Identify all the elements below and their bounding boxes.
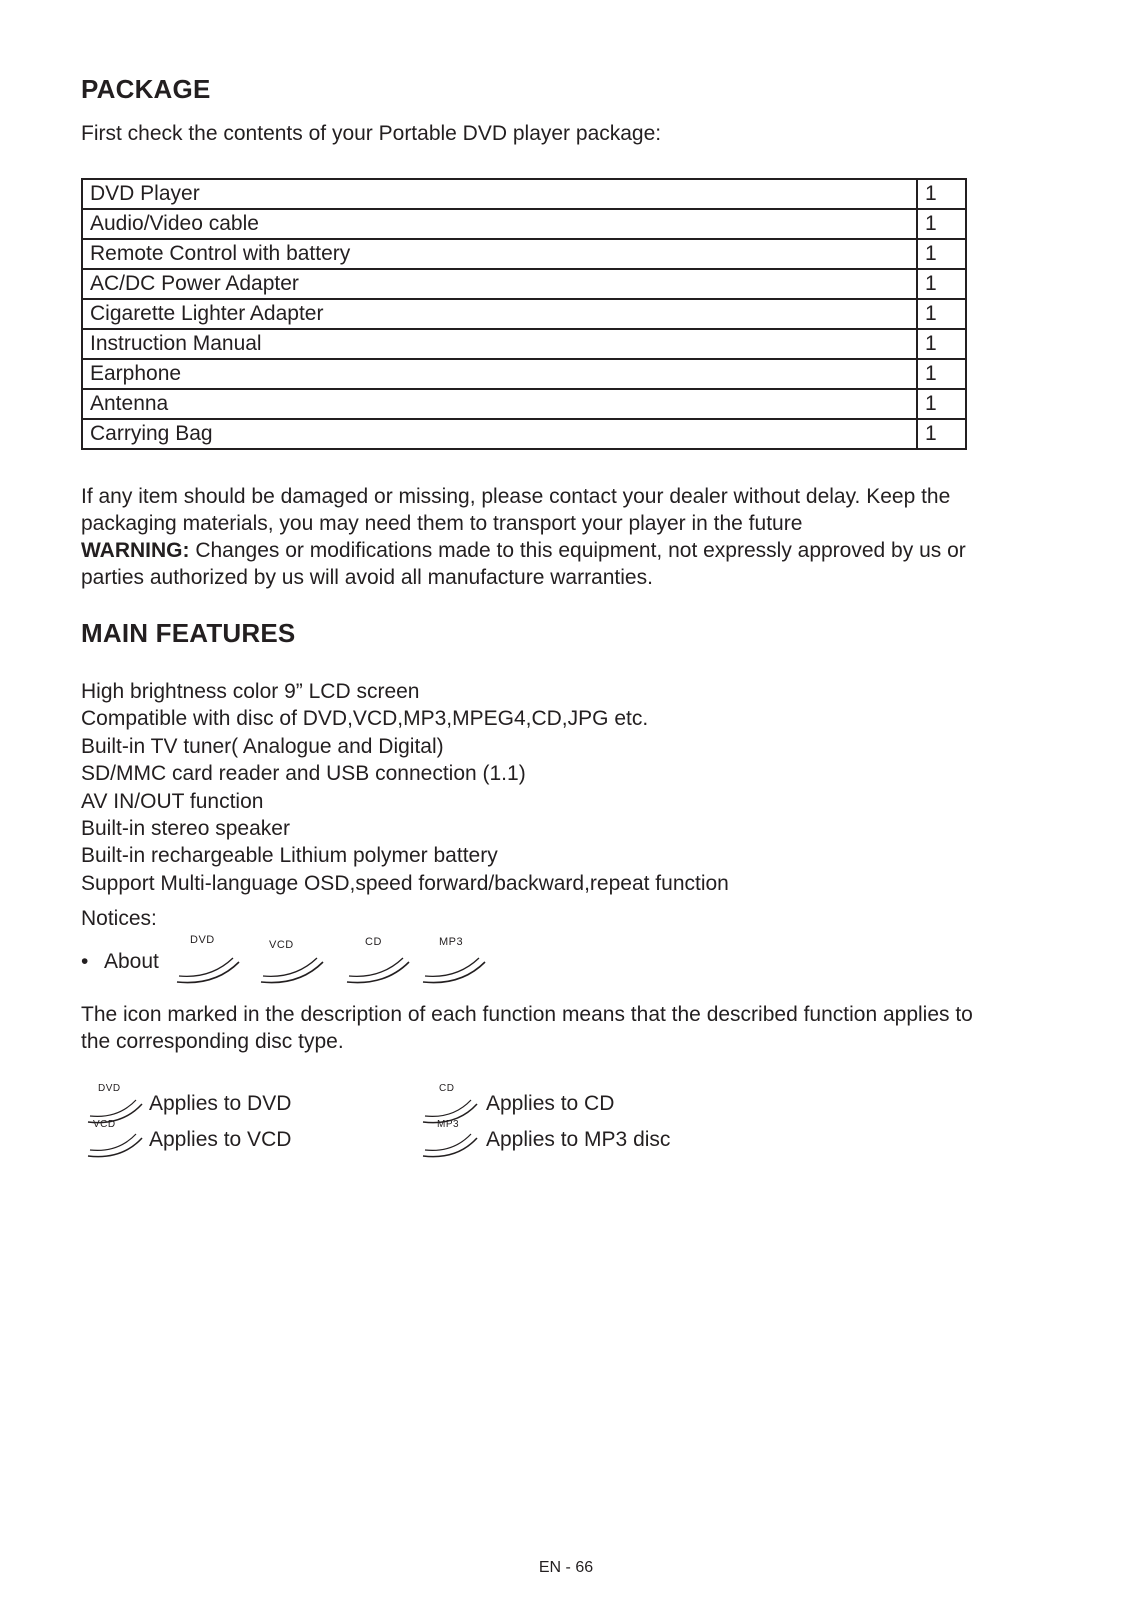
item-name: Remote Control with battery	[82, 239, 917, 269]
page-number: EN - 66	[538, 1559, 594, 1576]
table-row	[82, 329, 966, 359]
warning-label: WARNING:	[81, 539, 190, 562]
item-quantity: 1	[917, 179, 966, 209]
feature-item: High brightness color 9” LCD screen	[81, 680, 420, 703]
table-row	[82, 239, 966, 269]
feature-item: SD/MMC card reader and USB connection (1.1)	[81, 762, 526, 786]
mp3-disc-icon	[421, 936, 491, 986]
legend-vcd-label: VCD	[93, 1119, 116, 1130]
feature-item: AV IN/OUT function	[81, 789, 264, 813]
item-quantity: 1	[917, 389, 966, 419]
feature-item: Support Multi-language OSD,speed forward/backward,repeat function	[81, 871, 729, 895]
legend-mp3-icon	[421, 1119, 483, 1162]
legend-cd-label: CD	[439, 1083, 455, 1094]
table-row	[82, 389, 966, 419]
item-quantity: 1	[917, 209, 966, 239]
dvd-disc-icon	[175, 934, 245, 986]
cd-disc-label: CD	[365, 936, 382, 948]
feature-item: Built-in TV tuner( Analogue and Digital)	[81, 734, 444, 758]
about-bullet: •	[81, 950, 89, 973]
vcd-disc-label: VCD	[269, 939, 294, 951]
dvd-disc-label: DVD	[190, 934, 215, 946]
feature-item: Built-in stereo speaker	[81, 816, 290, 840]
item-quantity: 1	[917, 269, 966, 299]
item-name: Instruction Manual	[82, 329, 917, 359]
item-quantity: 1	[917, 239, 966, 269]
cd-disc-icon	[345, 936, 415, 986]
features-list	[81, 678, 729, 897]
item-name: Audio/Video cable	[82, 209, 917, 239]
item-name: Cigarette Lighter Adapter	[82, 299, 917, 329]
item-name: Carrying Bag	[82, 419, 917, 449]
about-label: About	[104, 950, 159, 973]
mp3-disc-label: MP3	[439, 936, 464, 948]
legend-cd-text: Applies to CD	[486, 1092, 615, 1115]
damaged-notice-line-1: If any item should be damaged or missing, please contact your dealer without delay. Keep the	[81, 485, 951, 508]
item-name: AC/DC Power Adapter	[82, 269, 917, 299]
warning-line-2: parties authorized by us will avoid all manufacture warranties.	[81, 566, 653, 589]
item-quantity: 1	[917, 419, 966, 449]
item-name: Earphone	[82, 359, 917, 389]
table-row	[82, 419, 966, 449]
icon-description-line-1: The icon marked in the description of each function means that the described function applies to	[81, 1003, 973, 1026]
table-row	[82, 209, 966, 239]
main-features-heading: MAIN FEATURES	[81, 618, 296, 648]
feature-item: Built-in rechargeable Lithium polymer battery	[81, 844, 498, 868]
legend-mp3-text: Applies to MP3 disc	[486, 1128, 671, 1151]
legend-vcd-icon	[86, 1119, 148, 1162]
package-contents-table	[81, 178, 967, 450]
item-quantity: 1	[917, 359, 966, 389]
damaged-notice-line-2: packaging materials, you may need them to transport your player in the future	[81, 512, 803, 535]
legend-vcd-text: Applies to VCD	[149, 1128, 292, 1151]
legend-dvd-text: Applies to DVD	[149, 1092, 292, 1115]
package-heading: PACKAGE	[81, 74, 211, 104]
table-row	[82, 299, 966, 329]
icon-description-line-2: the corresponding disc type.	[81, 1030, 344, 1053]
package-intro: First check the contents of your Portable DVD player package:	[81, 122, 662, 145]
legend-dvd-label: DVD	[98, 1083, 121, 1094]
table-row	[82, 359, 966, 389]
item-name: Antenna	[82, 389, 917, 419]
vcd-disc-icon	[259, 939, 329, 986]
legend-mp3-label: MP3	[437, 1119, 460, 1130]
feature-item: Compatible with disc of DVD,VCD,MP3,MPEG4,CD,JPG etc.	[81, 707, 649, 731]
item-name: DVD Player	[82, 179, 917, 209]
notices-label: Notices:	[81, 907, 157, 930]
item-quantity: 1	[917, 329, 966, 359]
item-quantity: 1	[917, 299, 966, 329]
table-row	[82, 179, 966, 209]
table-row	[82, 269, 966, 299]
warning-line-1	[81, 537, 966, 564]
warning-text: Changes or modifications made to this equipment, not expressly approved by us or	[189, 539, 966, 562]
